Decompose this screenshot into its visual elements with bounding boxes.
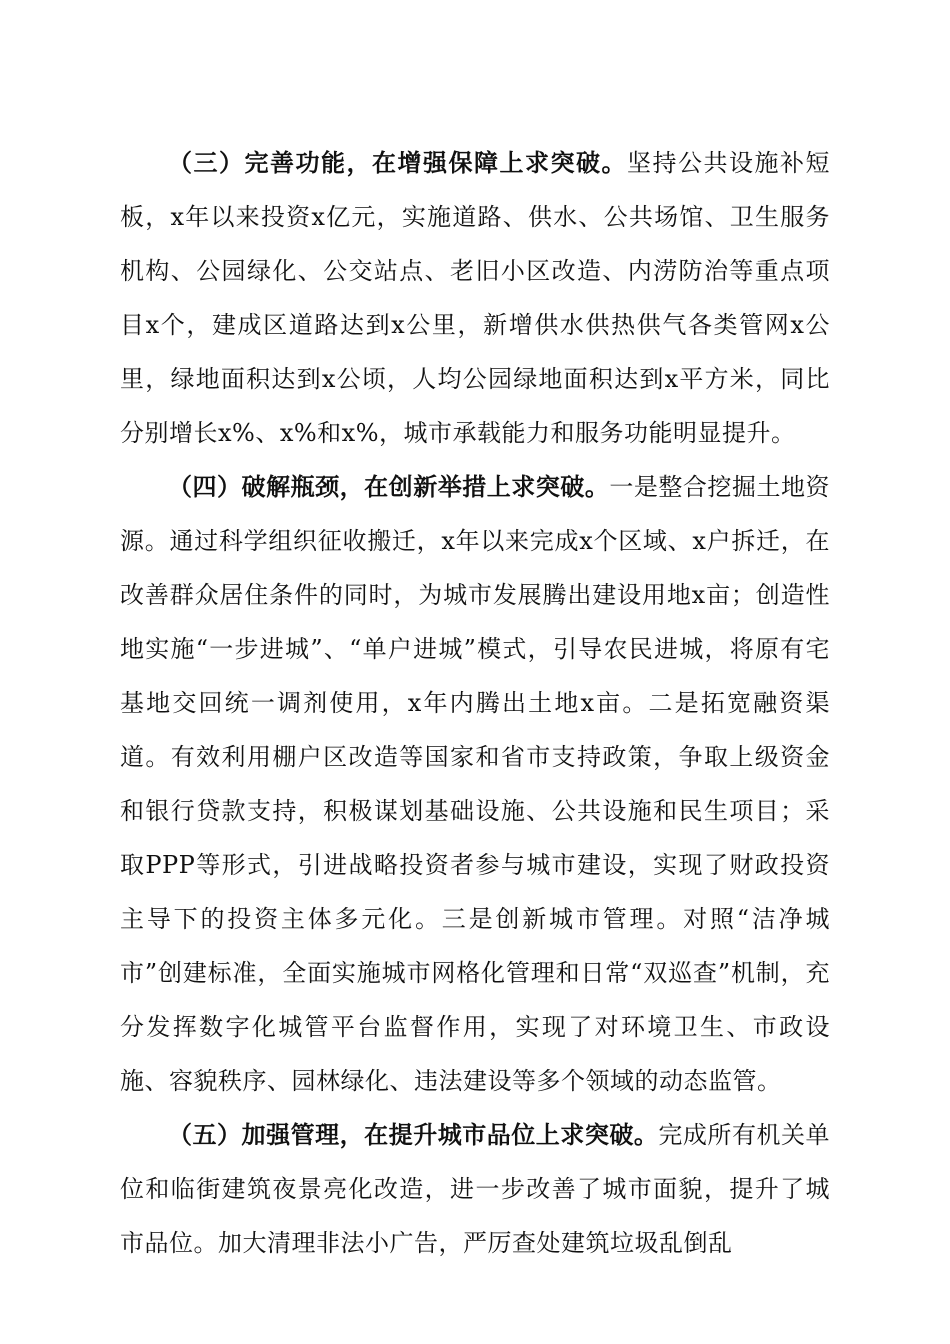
section-4-body: 一是整合挖掘土地资源。通过科学组织征收搬迁，x年以来完成x个区域、x户拆迁，在改善群众居住条件的同时，为城市发展腾出建设用地x亩；创造性地实施“一步进城”、“单户进城”模式，引导农民进城，将原有宅基地交回统一调剂使用，x年内腾出土地x亩。二是拓宽融资渠道。有效利用棚户区改造等国家和省市支持政策，争取上级资金和银行贷款支持，积极谋划基础设施、公共设施和民生项目；采取PPP等形式，引进战略投资者参与城市建设，实现了财政投资主导下的投资主体多元化。三是创新城市管理。对照“洁净城市”创建标准，全面实施城市网格化管理和日常“双巡查”机制，充分发挥数字化城管平台监督作用，实现了对环境卫生、市政设施、容貌秩序、园林绿化、违法建设等多个领域的动态监管。 — [120, 473, 831, 1095]
section-3-heading: （三）完善功能，在增强保障上求突破。 — [168, 148, 627, 177]
section-3-body: 坚持公共设施补短板，x年以来投资x亿元，实施道路、供水、公共场馆、卫生服务机构、公园绿化、公交站点、老旧小区改造、内涝防治等重点项目x个，建成区道路达到x公里，新增供水供热供气各类管网x公里，绿地面积达到x公顷，人均公园绿地面积达到x平方米，同比分别增长x%、x%和x%，城市承载能力和服务功能明显提升。 — [120, 149, 830, 447]
paragraph-section-3 — [120, 136, 830, 460]
section-4-heading: （四）破解瓶颈，在创新举措上求突破。 — [168, 472, 610, 501]
paragraph-section-5 — [120, 1108, 830, 1270]
section-5-body: 完成所有机关单位和临街建筑夜景亮化改造，进一步改善了城市面貌，提升了城市品位。加大清理非法小广告，严厉查处建筑垃圾乱倒乱 — [120, 1121, 831, 1257]
section-5-heading: （五）加强管理，在提升城市品位上求突破。 — [168, 1120, 659, 1149]
document-body — [120, 136, 830, 1270]
paragraph-section-4 — [120, 460, 830, 1108]
